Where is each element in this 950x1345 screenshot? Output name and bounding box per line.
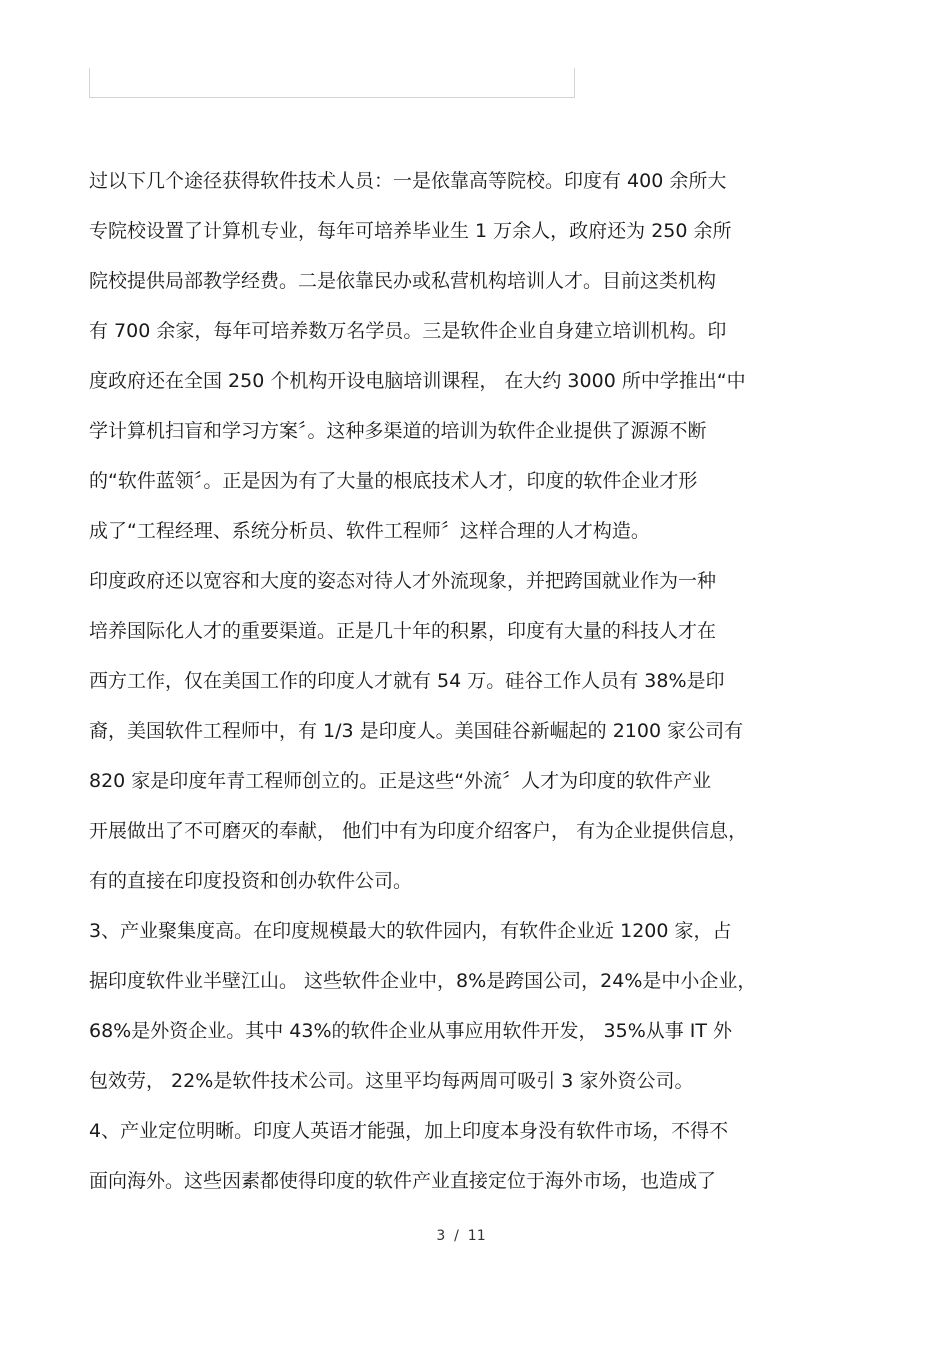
text-line: 过以下几个途径获得软件技术人员：一是依靠高等院校。印度有 400 余所大 [89,170,727,192]
text-line: 专院校设置了计算机专业，每年可培养毕业生 1 万余人，政府还为 250 余所 [89,220,732,242]
text-line: 68%是外资企业。其中 43%的软件企业从事应用软件开发， 35%从事 IT 外 [89,1020,733,1042]
page-number: 3 / 11 [436,1228,486,1244]
text-line: 学计算机扫盲和学习方案〞。这种多渠道的培训为软件企业提供了源源不断 [89,420,707,442]
text-line: 有 700 余家，每年可培养数万名学员。三是软件企业自身建立培训机构。印 [89,320,727,342]
text-line: 据印度软件业半壁江山。 这些软件企业中，8%是跨国公司，24%是中小企业， [89,970,757,992]
text-line: 有的直接在印度投资和创办软件公司。 [89,870,413,892]
text-line: 院校提供局部教学经费。二是依靠民办或私营机构培训人才。目前这类机构 [89,270,717,292]
text-line: 4、产业定位明晰。印度人英语才能强，加上印度本身没有软件市场，不得不 [89,1120,729,1142]
text-line: 成了“工程经理、系统分析员、软件工程师〞这样合理的人才构造。 [89,520,650,542]
page-footer [0,1228,922,1244]
text-line: 度政府还在全国 250 个机构开设电脑培训课程， 在大约 3000 所中学推出“中 [89,370,746,392]
text-line: 的“软件蓝领〞。正是因为有了大量的根底技术人才，印度的软件企业才形 [89,470,698,492]
text-line: 培养国际化人才的重要渠道。正是几十年的积累，印度有大量的科技人才在 [89,620,717,642]
text-line: 820 家是印度年青工程师创立的。正是这些“外流〞人才为印度的软件产业 [89,770,712,792]
top-frame-box [89,68,575,98]
text-line: 印度政府还以宽容和大度的姿态对待人才外流现象，并把跨国就业作为一种 [89,570,717,592]
text-line: 西方工作，仅在美国工作的印度人才就有 54 万。硅谷工作人员有 38%是印 [89,670,725,692]
text-line: 开展做出了不可磨灭的奉献， 他们中有为印度介绍客户， 有为企业提供信息， [89,820,748,842]
text-line: 3、产业聚集度高。在印度规模最大的软件园内，有软件企业近 1200 家，占 [89,920,732,942]
text-line: 包效劳， 22%是软件技术公司。这里平均每两周可吸引 3 家外资公司。 [89,1070,694,1092]
text-line: 裔，美国软件工程师中，有 1/3 是印度人。美国硅谷新崛起的 2100 家公司有 [89,720,744,742]
document-body [89,165,834,1215]
text-line: 面向海外。这些因素都使得印度的软件产业直接定位于海外市场，也造成了 [89,1170,717,1192]
